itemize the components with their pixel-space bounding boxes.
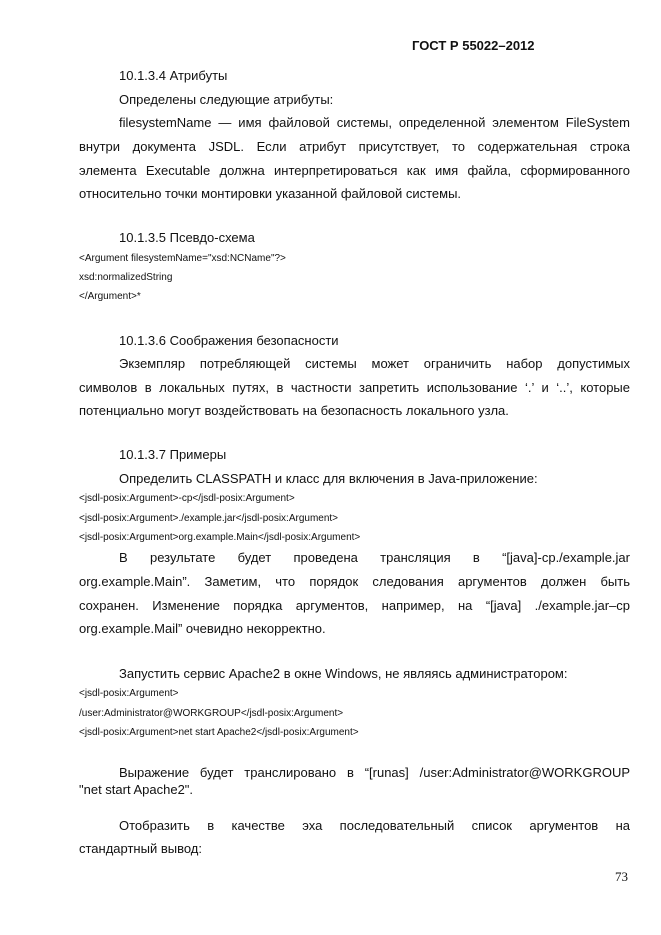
paragraph-line: потенциально могут воздействовать на безопасность локального узла. <box>79 403 509 418</box>
paragraph-intro: Запустить сервис Apache2 в окне Windows, не являясь администратором: <box>119 666 568 681</box>
paragraph-line: Отобразить в качестве эха последовательный список аргументов на <box>119 818 630 833</box>
paragraph-line: org.example.Mail” очевидно некорректно. <box>79 621 326 636</box>
paragraph-line: Экземпляр потребляющей системы может ограничить набор допустимых <box>119 356 630 371</box>
paragraph-intro: Определены следующие атрибуты: <box>119 92 334 107</box>
section-heading-pseudo-schema: 10.1.3.5 Псевдо-схема <box>119 230 255 245</box>
code-line: <Argument filesystemName="xsd:NCName"?> <box>79 253 286 264</box>
paragraph-line: filesystemName — имя файловой системы, определенной элементом FileSystem <box>119 115 630 130</box>
paragraph-line: org.example.Main”. Заметим, что порядок следования аргументов должен быть <box>79 574 630 589</box>
code-line: <jsdl-posix:Argument>org.example.Main</jsdl-posix:Argument> <box>79 532 361 543</box>
code-line: /user:Administrator@WORKGROUP</jsdl-posix:Argument> <box>79 708 344 719</box>
code-line: <jsdl-posix:Argument>./example.jar</jsdl-posix:Argument> <box>79 513 339 524</box>
code-line: </Argument>* <box>79 291 141 302</box>
paragraph-line: В результате будет проведена трансляция в “[java]-cp./example.jar <box>119 550 630 565</box>
code-line: xsd:normalizedString <box>79 272 173 283</box>
paragraph-line: стандартный вывод: <box>79 841 202 856</box>
page-number: 73 <box>615 869 628 884</box>
code-line: <jsdl-posix:Argument> <box>79 688 179 699</box>
paragraph-line: "net start Apache2". <box>79 782 194 797</box>
code-line: <jsdl-posix:Argument>-cp</jsdl-posix:Argument> <box>79 493 295 504</box>
paragraph-line: элемента Executable должна интерпретироваться как имя файла, сформированного <box>79 163 630 178</box>
paragraph-intro: Определить CLASSPATH и класс для включения в Java-приложение: <box>119 471 538 486</box>
code-line: <jsdl-posix:Argument>net start Apache2</jsdl-posix:Argument> <box>79 727 359 738</box>
paragraph-line: сохранен. Изменение порядка аргументов, например, на “[java] ./example.jar–cp <box>79 598 630 613</box>
section-heading-attributes: 10.1.3.4 Атрибуты <box>119 68 228 83</box>
document-header: ГОСТ Р 55022–2012 <box>412 38 535 53</box>
paragraph-line: символов в локальных путях, в частности запретить использование ‘.’ и ‘..’, которые <box>79 380 630 395</box>
paragraph-line: Выражение будет транслировано в “[runas] /user:Administrator@WORKGROUP <box>119 765 630 780</box>
paragraph-line: относительно точки монтировки указанной файловой системы. <box>79 186 462 201</box>
section-heading-security: 10.1.3.6 Соображения безопасности <box>119 333 339 348</box>
section-heading-examples: 10.1.3.7 Примеры <box>119 447 227 462</box>
paragraph-line: внутри документа JSDL. Если атрибут присутствует, то содержательная строка <box>79 139 630 154</box>
